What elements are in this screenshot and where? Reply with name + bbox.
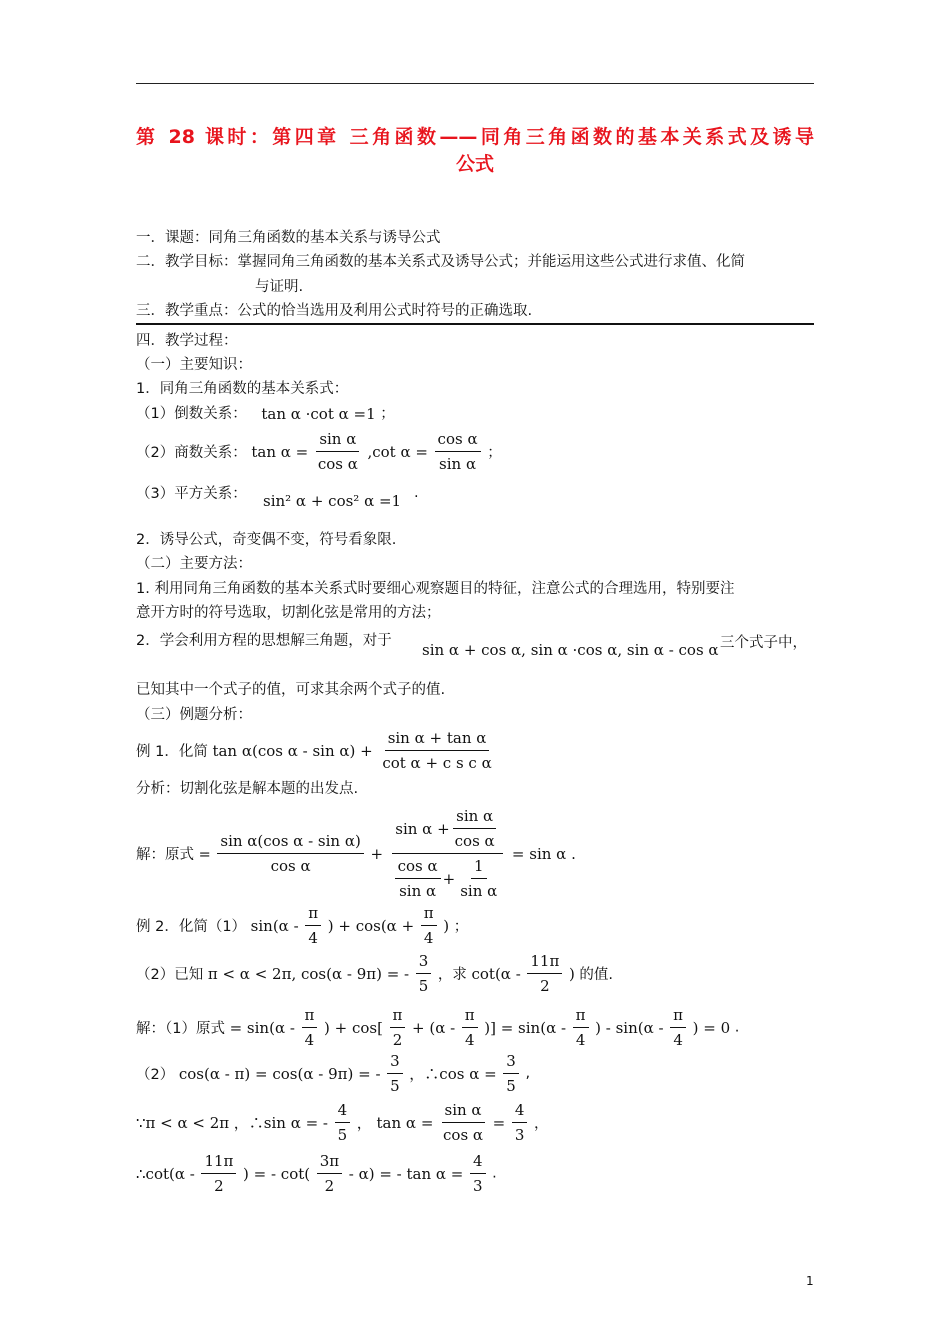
- complex-numerator: [392, 805, 502, 854]
- pi-over-4: [302, 1004, 318, 1051]
- pi-over-4: [421, 902, 437, 949]
- quotient-end: ；: [487, 445, 502, 461]
- fraction-denominator: cot α + c s c α: [382, 754, 492, 772]
- fraction-numerator: sin α + tan α: [385, 727, 490, 751]
- page-title: [136, 124, 814, 178]
- example-2-solution-4: [136, 1150, 497, 1197]
- example-1-fraction: [379, 727, 494, 774]
- method-2-text: 2．学会利用方程的思想解三角题，对于: [136, 633, 392, 649]
- expr-part: cot(α -: [471, 964, 521, 983]
- expr-part: ) + cos[: [323, 1018, 383, 1037]
- expr-part: ) = 0: [692, 1018, 731, 1037]
- quotient-fraction-1: [315, 428, 361, 475]
- expr-end: ，: [534, 1116, 549, 1132]
- fraction-denominator: cos α: [454, 832, 495, 850]
- eleven-pi-over-2: [527, 950, 562, 997]
- quotient-tan-eq: tan α =: [251, 442, 309, 461]
- expr-part: ) + cos(α +: [327, 916, 415, 935]
- method-2-formula: sin α + cos α, sin α ·cos α, sin α - cos α: [422, 641, 719, 659]
- fraction-denominator: 4: [308, 929, 318, 947]
- fraction-numerator: 3: [387, 1050, 403, 1074]
- expr-part: - α) = - tan α =: [348, 1164, 464, 1183]
- question-label: （2）已知: [136, 967, 204, 983]
- reciprocal-formula: tan α ·cot α =1: [261, 405, 376, 423]
- expr-part: ，∴cos α =: [409, 1065, 497, 1083]
- plus-sign: +: [442, 869, 456, 888]
- square-label: （3）平方关系：: [136, 486, 247, 502]
- fraction-numerator: 3: [503, 1050, 519, 1074]
- goal-line-2: 与证明.: [255, 279, 304, 295]
- fraction-numerator: sin α: [453, 805, 496, 829]
- method-1-line-2: 意开方时的符号选取，切割化弦是常用的方法；: [136, 605, 441, 621]
- fraction-denominator: sin α: [399, 882, 437, 900]
- eleven-pi-over-2: [201, 1150, 236, 1197]
- expr-part: = sin(α -: [229, 1018, 295, 1037]
- key-line: 三．教学重点：公式的恰当选用及利用公式时符号的正确选取.: [136, 303, 533, 319]
- expr-part: + (α -: [412, 1018, 456, 1037]
- example-2-solution-1: [136, 1004, 739, 1051]
- solution-label: 解：原式 =: [136, 847, 211, 863]
- reciprocal-end: ；: [380, 406, 395, 422]
- expr-end: ；: [453, 919, 469, 935]
- fraction-denominator: cos α: [270, 857, 311, 875]
- fraction-denominator: 5: [390, 1077, 400, 1095]
- numerator-term: sin α +: [395, 819, 450, 838]
- expr-part: π < α < 2π, cos(α - 9π) = -: [207, 964, 410, 983]
- fraction-numerator: π: [670, 1004, 686, 1028]
- fraction-denominator: 5: [418, 977, 429, 995]
- title-line-2: 公式: [455, 153, 494, 175]
- fraction-denominator: 4: [673, 1031, 683, 1049]
- fraction-denominator: cos α: [317, 455, 358, 473]
- three-fifths: [503, 1050, 519, 1097]
- sin-over-cos: [440, 1099, 486, 1146]
- expr-part: ∴cot(α -: [136, 1164, 195, 1183]
- examples-heading: （三）例题分析：: [136, 707, 252, 723]
- three-fifths: [387, 1050, 403, 1097]
- fraction-numerator: 11π: [527, 950, 562, 974]
- pi-over-4: [462, 1004, 478, 1051]
- topic-line: 一．课题：同角三角函数的基本关系与诱导公式: [136, 230, 441, 246]
- example-2-solution-2: [136, 1050, 530, 1097]
- fraction-numerator: cos α: [395, 855, 441, 879]
- expr-part: =: [492, 1113, 506, 1132]
- example-1-solution: [136, 805, 576, 902]
- expr-part: ) = - cot(: [243, 1164, 311, 1183]
- inner-fraction-3: [457, 855, 500, 902]
- fraction-numerator: 1: [471, 855, 487, 879]
- expr-end: ,: [525, 1065, 531, 1082]
- fraction-numerator: 11π: [201, 1150, 236, 1174]
- square-end: .: [414, 485, 419, 501]
- fraction-denominator: 2: [540, 977, 550, 995]
- expr-part: ) - sin(α -: [595, 1018, 664, 1037]
- fraction-numerator: π: [573, 1004, 589, 1028]
- three-fifths: [416, 950, 432, 997]
- method-heading: （二）主要方法：: [136, 556, 252, 572]
- fraction-denominator: 4: [423, 929, 434, 947]
- example-1: [136, 727, 497, 774]
- solution-fraction-1: [217, 830, 363, 877]
- fraction-denominator: sin α: [460, 882, 498, 900]
- fraction-denominator: 4: [464, 1031, 475, 1049]
- plus-sign: +: [370, 844, 384, 863]
- expr-part: cos(α - π) = cos(α - 9π) = -: [178, 1064, 381, 1083]
- example-2-label: 例 2．化简（1）: [136, 919, 247, 935]
- fraction-denominator: cos α: [443, 1126, 484, 1144]
- four-thirds: [512, 1099, 528, 1146]
- expr-part: sin(α -: [250, 916, 299, 935]
- fraction-numerator: 4: [335, 1099, 351, 1123]
- four-fifths: [335, 1099, 351, 1146]
- fraction-denominator: 3: [472, 1177, 483, 1195]
- solution-label: 解：（1）原式: [136, 1021, 225, 1037]
- fraction-numerator: π: [421, 902, 437, 926]
- pi-over-2: [390, 1004, 406, 1051]
- header-rule: [136, 83, 814, 84]
- fraction-numerator: cos α: [435, 428, 481, 452]
- example-1-expr: tan α(cos α - sin α) +: [212, 741, 373, 760]
- fraction-numerator: π: [390, 1004, 406, 1028]
- expr-part: ， tan α =: [356, 1114, 434, 1132]
- item-2: 2．诱导公式，奇变偶不变，符号看象限.: [136, 532, 397, 548]
- question-text: 的值.: [579, 967, 614, 983]
- solution-label: （2）: [136, 1067, 175, 1083]
- square-formula: sin² α + cos² α =1: [263, 492, 402, 510]
- fraction-numerator: sin α: [442, 1099, 485, 1123]
- question-text: ，求: [437, 967, 467, 983]
- fraction-numerator: 4: [512, 1099, 528, 1123]
- quotient-label: （2）商数关系：: [136, 445, 247, 461]
- expr-part: ，∴sin α = -: [233, 1114, 328, 1132]
- quotient-cot-eq: ,cot α =: [367, 442, 428, 461]
- fraction-denominator: 5: [506, 1077, 516, 1095]
- fraction-numerator: π: [305, 902, 321, 926]
- method-1-line-1: 1. 利用同角三角函数的基本关系式时要细心观察题目的特征，注意公式的合理选用，特别要注: [136, 581, 735, 597]
- solution-complex-fraction: [390, 805, 506, 902]
- fraction-denominator: 4: [575, 1031, 586, 1049]
- fraction-numerator: 3: [416, 950, 432, 974]
- fraction-denominator: 4: [304, 1031, 315, 1049]
- fraction-numerator: π: [462, 1004, 478, 1028]
- example-1-analysis: 分析：切割化弦是解本题的出发点.: [136, 781, 359, 797]
- expr-part: ∵π < α < 2π: [136, 1113, 230, 1132]
- pi-over-4: [305, 902, 321, 949]
- method-2-line-2: 已知其中一个式子的值，可求其余两个式子的值.: [136, 682, 446, 698]
- goal-line-1: 二．教学目标：掌握同角三角函数的基本关系式及诱导公式；并能运用这些公式进行求值、化简: [136, 254, 745, 270]
- fraction-denominator: 2: [392, 1031, 403, 1049]
- expr-part: )] = sin(α -: [484, 1018, 567, 1037]
- example-2: [136, 902, 468, 949]
- four-thirds: [470, 1150, 486, 1197]
- expr-part: ): [568, 964, 575, 983]
- reciprocal-label: （1）倒数关系：: [136, 406, 247, 422]
- solution-result: = sin α .: [511, 844, 576, 863]
- expr-end: .: [734, 1019, 740, 1036]
- square-relation: [136, 484, 247, 504]
- fraction-denominator: 2: [214, 1177, 224, 1195]
- example-2-solution-3: [136, 1099, 549, 1146]
- inner-fraction-1: [452, 805, 498, 852]
- fraction-denominator: 3: [514, 1126, 525, 1144]
- example-2-question: [136, 950, 613, 997]
- expr-end: .: [492, 1165, 497, 1182]
- quotient-fraction-2: [435, 428, 481, 475]
- knowledge-heading: （一）主要知识：: [136, 357, 252, 373]
- method-2-tail: 三个式子中，: [720, 635, 807, 651]
- fraction-denominator: sin α: [439, 455, 477, 473]
- item-1: 1．同角三角函数的基本关系式：: [136, 381, 349, 397]
- pi-over-4: [670, 1004, 686, 1051]
- fraction-denominator: 2: [324, 1177, 335, 1195]
- quotient-relation: [136, 428, 502, 475]
- reciprocal-relation: [136, 404, 395, 424]
- title-line-1: 第 28 课时：第四章 三角函数——同角三角函数的基本关系式及诱导: [136, 126, 814, 148]
- page-number: 1: [806, 1274, 814, 1288]
- fraction-numerator: 4: [470, 1150, 486, 1174]
- pi-over-4: [573, 1004, 589, 1051]
- complex-denominator: [390, 854, 506, 902]
- inner-fraction-2: [395, 855, 441, 902]
- section-rule: [136, 323, 814, 325]
- expr-part: ): [443, 916, 450, 935]
- example-1-label: 例 1．化简: [136, 744, 208, 760]
- fraction-numerator: sin α: [316, 428, 359, 452]
- three-pi-over-2: [317, 1150, 342, 1197]
- process-heading: 四．教学过程：: [136, 333, 238, 349]
- fraction-numerator: 3π: [317, 1150, 342, 1174]
- fraction-denominator: 5: [337, 1126, 348, 1144]
- fraction-numerator: sin α(cos α - sin α): [217, 830, 363, 854]
- fraction-numerator: π: [302, 1004, 318, 1028]
